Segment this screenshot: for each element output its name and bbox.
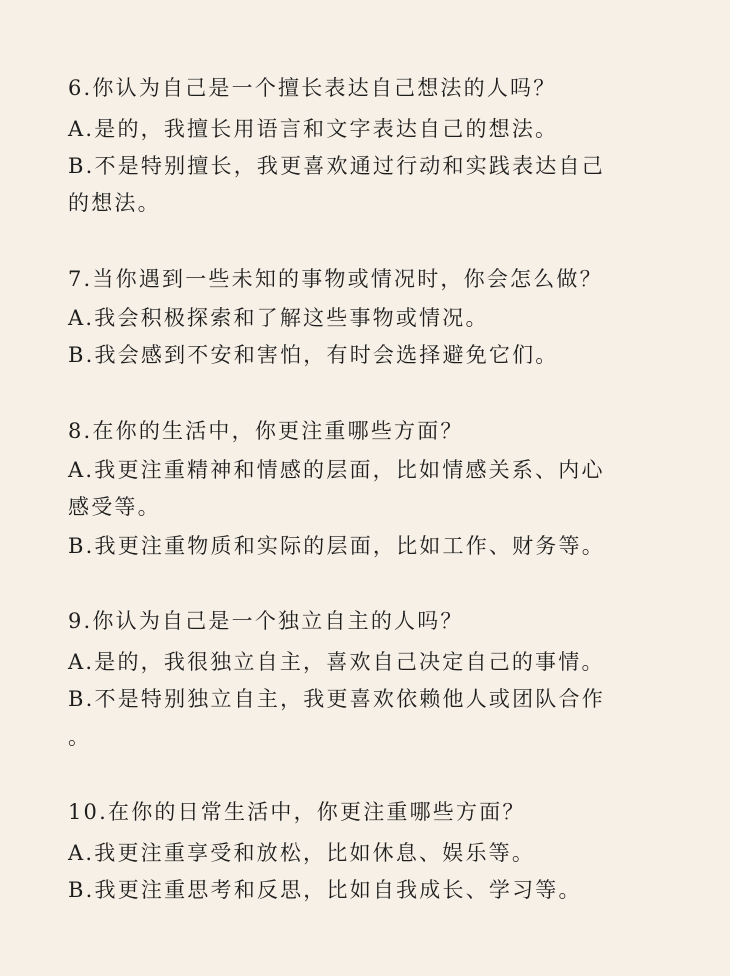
question-8-option-a-line-1: A.我更注重精神和情感的层面，比如情感关系、内心 [68, 458, 605, 482]
question-9-option-b-line-2: 。 [68, 725, 92, 749]
question-9: 9.你认为自己是一个独立自主的人吗？ [68, 609, 464, 633]
question-7-option-a: A.我会积极探索和了解这些事物或情况。 [68, 306, 489, 330]
question-8-option-b: B.我更注重物质和实际的层面，比如工作、财务等。 [68, 534, 605, 558]
question-7-option-b: B.我会感到不安和害怕，有时会选择避免它们。 [68, 343, 559, 367]
question-10-option-b: B.我更注重思考和反思，比如自我成长、学习等。 [68, 878, 582, 902]
question-8-option-a-line-2: 感受等。 [68, 495, 161, 519]
question-8: 8.在你的生活中，你更注重哪些方面？ [68, 419, 464, 443]
question-6-option-b-line-1: B.不是特别擅长，我更喜欢通过行动和实践表达自己 [68, 154, 605, 178]
question-7: 7.当你遇到一些未知的事物或情况时，你会怎么做？ [68, 267, 603, 291]
question-10-option-a: A.我更注重享受和放松，比如休息、娱乐等。 [68, 841, 536, 865]
question-9-option-b-line-1: B.不是特别独立自主，我更喜欢依赖他人或团队合作 [68, 687, 605, 711]
question-6-option-a: A.是的，我擅长用语言和文字表达自己的想法。 [68, 117, 559, 141]
question-9-option-a: A.是的，我很独立自主，喜欢自己决定自己的事情。 [68, 650, 605, 674]
question-6: 6.你认为自己是一个擅长表达自己想法的人吗？ [68, 76, 557, 100]
question-10: 10.在你的日常生活中，你更注重哪些方面？ [68, 800, 526, 824]
question-6-option-b-line-2: 的想法。 [68, 191, 161, 215]
